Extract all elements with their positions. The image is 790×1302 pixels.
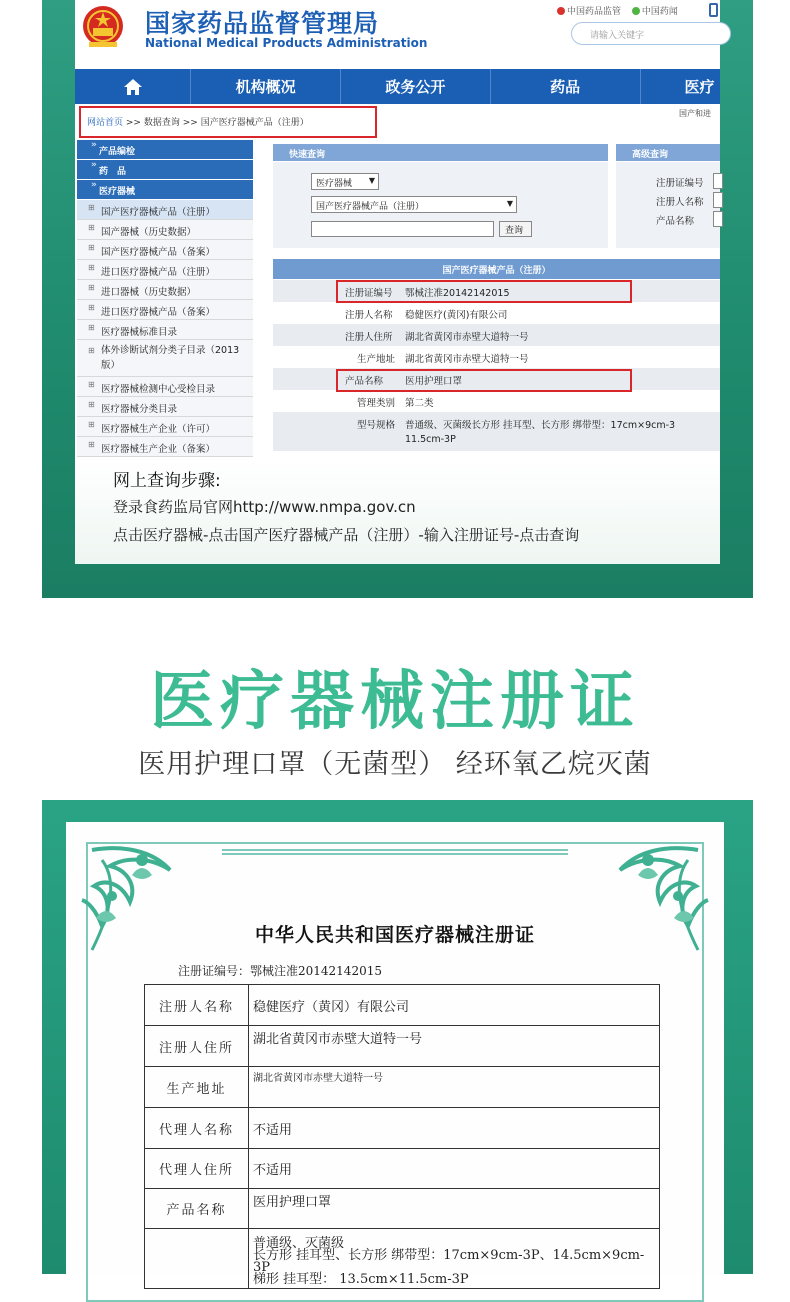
result-value: 普通级、灭菌级长方形 挂耳型、长方形 绑带型：17cm×9cm-3 [405,420,676,431]
cert-spec-line: 梯形 挂耳型： 13.5cm×11.5cm-3P [253,1271,469,1287]
certificate-table [144,984,660,1289]
product-name-highlight-box [336,369,632,392]
result-row [273,412,720,451]
cert-label: 注册人住所 [145,1026,249,1067]
breadcrumb-highlight-box [79,106,377,138]
certificate-row [145,1149,660,1189]
result-label: 生产地址 [357,354,396,365]
adv-cert-no-input[interactable] [713,173,723,189]
header-links [557,4,686,17]
category-select-value: 医疗器械 [316,179,353,189]
certificate-row [145,1108,660,1149]
cert-value: 湖北省黄冈市赤壁大道特一号 [249,1067,660,1108]
quick-search-title: 快速查询 [273,144,608,161]
steps-line-1: 登录食药监局官网http://www.nmpa.gov.cn [113,498,416,516]
query-steps [75,460,720,564]
cert-label: 生产地址 [145,1067,249,1108]
certificate-row [145,1229,660,1289]
nav-item-medical[interactable]: 医疗 [684,78,715,96]
result-value: 湖北省黄冈市赤壁大道特一号 [405,354,529,365]
sidebar-item[interactable]: ⊞ 医疗器械检测中心受检目录 [77,377,253,397]
result-label: 型号规格 [357,420,396,431]
result-label: 注册人名称 [345,310,393,321]
chevron-down-icon: ▼ [506,199,513,208]
chevron-down-icon: ▼ [368,176,375,185]
steps-title: 网上查询步骤: [113,471,221,491]
sidebar-item[interactable]: ⊞ 国产器械（历史数据） [77,220,253,240]
nav-home[interactable] [75,69,191,104]
cert-value: 不适用 [249,1108,660,1149]
cert-spec-line: 普通级、灭菌级 [253,1235,345,1251]
sidebar-item[interactable]: ⊞ 进口医疗器械产品（备案） [77,300,253,320]
nav-item-about[interactable]: 机构概况 [191,69,341,104]
sidebar-item[interactable]: ⊞ 医疗器械标准目录 [77,320,253,340]
adv-label-product: 产品名称 [656,216,695,227]
result-row [273,302,720,324]
adv-label-cert-no: 注册证编号 [656,178,704,189]
advanced-search-title: 高级查询 [616,144,720,161]
certificate-title: 中华人民共和国医疗器械注册证 [254,924,535,946]
database-select[interactable] [311,196,517,213]
cert-label: 代理人住所 [145,1149,249,1189]
certificate-row [145,1189,660,1229]
query-button[interactable]: 查询 [499,221,532,237]
cert-value: 稳健医疗（黄冈）有限公司 [249,985,660,1026]
site-title: 国家药品监督管理局 [145,9,380,38]
cert-label: 代理人名称 [145,1108,249,1149]
certificate-row [145,1026,660,1067]
headline-subtitle: 医用护理口罩（无菌型） 经环氧乙烷灭菌 [138,749,652,780]
breadcrumb-right-text: 国产和进 [679,109,711,118]
site-header [75,0,720,68]
certificate-number: 注册证编号：鄂械注准20142142015 [178,964,382,978]
left-sidebar [77,140,253,460]
right-ornament-icon [608,840,708,970]
sidebar-item[interactable]: ⊞ 进口医疗器械产品（注册） [77,260,253,280]
cert-spec-value [249,1229,660,1289]
result-value: 湖北省黄冈市赤壁大道特一号 [405,332,529,343]
result-table [273,280,720,451]
cert-no-highlight-box [336,280,632,303]
steps-line-2: 点击医疗器械-点击国产医疗器械产品（注册）-输入注册证号-点击查询 [113,526,580,544]
category-select[interactable] [311,173,379,190]
result-row [273,346,720,368]
nav-item-drugs[interactable]: 药品 [491,69,641,104]
breadcrumb-home-link[interactable]: 网站首页 [87,118,124,128]
sidebar-item[interactable]: ⊞ 国产医疗器械产品（注册） [77,200,253,220]
weibo-icon [557,7,565,15]
sidebar-item[interactable]: ⊞ 医疗器械生产企业（备案） [77,437,253,457]
sidebar-item[interactable]: ⊞ 进口器械（历史数据） [77,280,253,300]
adv-registrant-input[interactable] [713,192,723,208]
result-row [273,324,720,346]
result-value: 鄂械注准20142142015 [405,288,510,299]
breadcrumb-separator: >> [182,118,198,128]
home-icon [123,78,143,96]
result-row [273,390,720,412]
result-label: 管理类别 [357,398,396,409]
headline-title: 医疗器械注册证 [150,665,640,739]
main-navbar [75,69,720,104]
result-title: 国产医疗器械产品（注册） [273,259,720,279]
breadcrumb-data-link[interactable]: 数据查询 [143,118,180,128]
national-emblem-icon [81,4,125,50]
breadcrumb-current: 国产医疗器械产品（注册） [200,118,309,128]
left-ornament-icon [82,840,182,970]
mobile-icon[interactable] [709,3,718,17]
result-label: 注册人住所 [345,332,393,343]
website-screenshot [75,0,720,564]
wechat-link[interactable]: 中国药闻 [632,7,678,17]
wechat-icon [632,7,640,15]
site-subtitle: National Medical Products Administration [145,36,428,50]
keyword-input[interactable] [311,221,494,237]
cert-label-empty [145,1229,249,1289]
weibo-link[interactable]: 中国药品监管 [557,7,621,17]
cert-spec-line: 长方形 挂耳型、长方形 绑带型：17cm×9cm-3P、14.5cm×9cm-3P [253,1247,645,1275]
registration-certificate [66,822,724,1287]
cert-value: 医用护理口罩 [249,1189,660,1229]
certificate-row [145,985,660,1026]
result-label: 注册证编号 [345,288,393,299]
database-select-value: 国产医疗器械产品（注册） [316,202,425,212]
sidebar-head-drugs[interactable]: » 药 品 [77,160,253,180]
cert-label: 产品名称 [145,1189,249,1229]
sidebar-item[interactable]: ⊞ 体外诊断试剂分类子目录（2013版） [77,340,253,377]
certificate-top-rule [222,849,568,855]
result-value-cont: 11.5cm-3P [405,434,456,445]
certificate-row [145,1067,660,1108]
result-value: 第二类 [405,398,434,409]
adv-label-registrant: 注册人名称 [656,197,704,208]
sidebar-head-devices[interactable]: » 医疗器械 [77,180,253,200]
result-value: 医用护理口罩 [405,376,463,387]
cert-value: 湖北省黄冈市赤壁大道特一号 [249,1026,660,1067]
breadcrumb-separator: >> [125,118,141,128]
adv-product-input[interactable] [713,211,723,227]
sidebar-item[interactable]: ⊞ 医疗器械生产企业（许可） [77,417,253,437]
sidebar-item[interactable]: ⊞ 国产医疗器械产品（备案） [77,240,253,260]
sidebar-item[interactable]: ⊞ 医疗器械分类目录 [77,397,253,417]
cert-value: 不适用 [249,1149,660,1189]
nav-item-affairs[interactable]: 政务公开 [341,69,491,104]
result-label: 产品名称 [345,376,384,387]
sidebar-head-products[interactable]: » 产品编检 [77,140,253,160]
search-input[interactable]: 请输入关键字 [571,22,731,45]
cert-label: 注册人名称 [145,985,249,1026]
result-value: 稳健医疗(黄冈)有限公司 [405,310,508,321]
